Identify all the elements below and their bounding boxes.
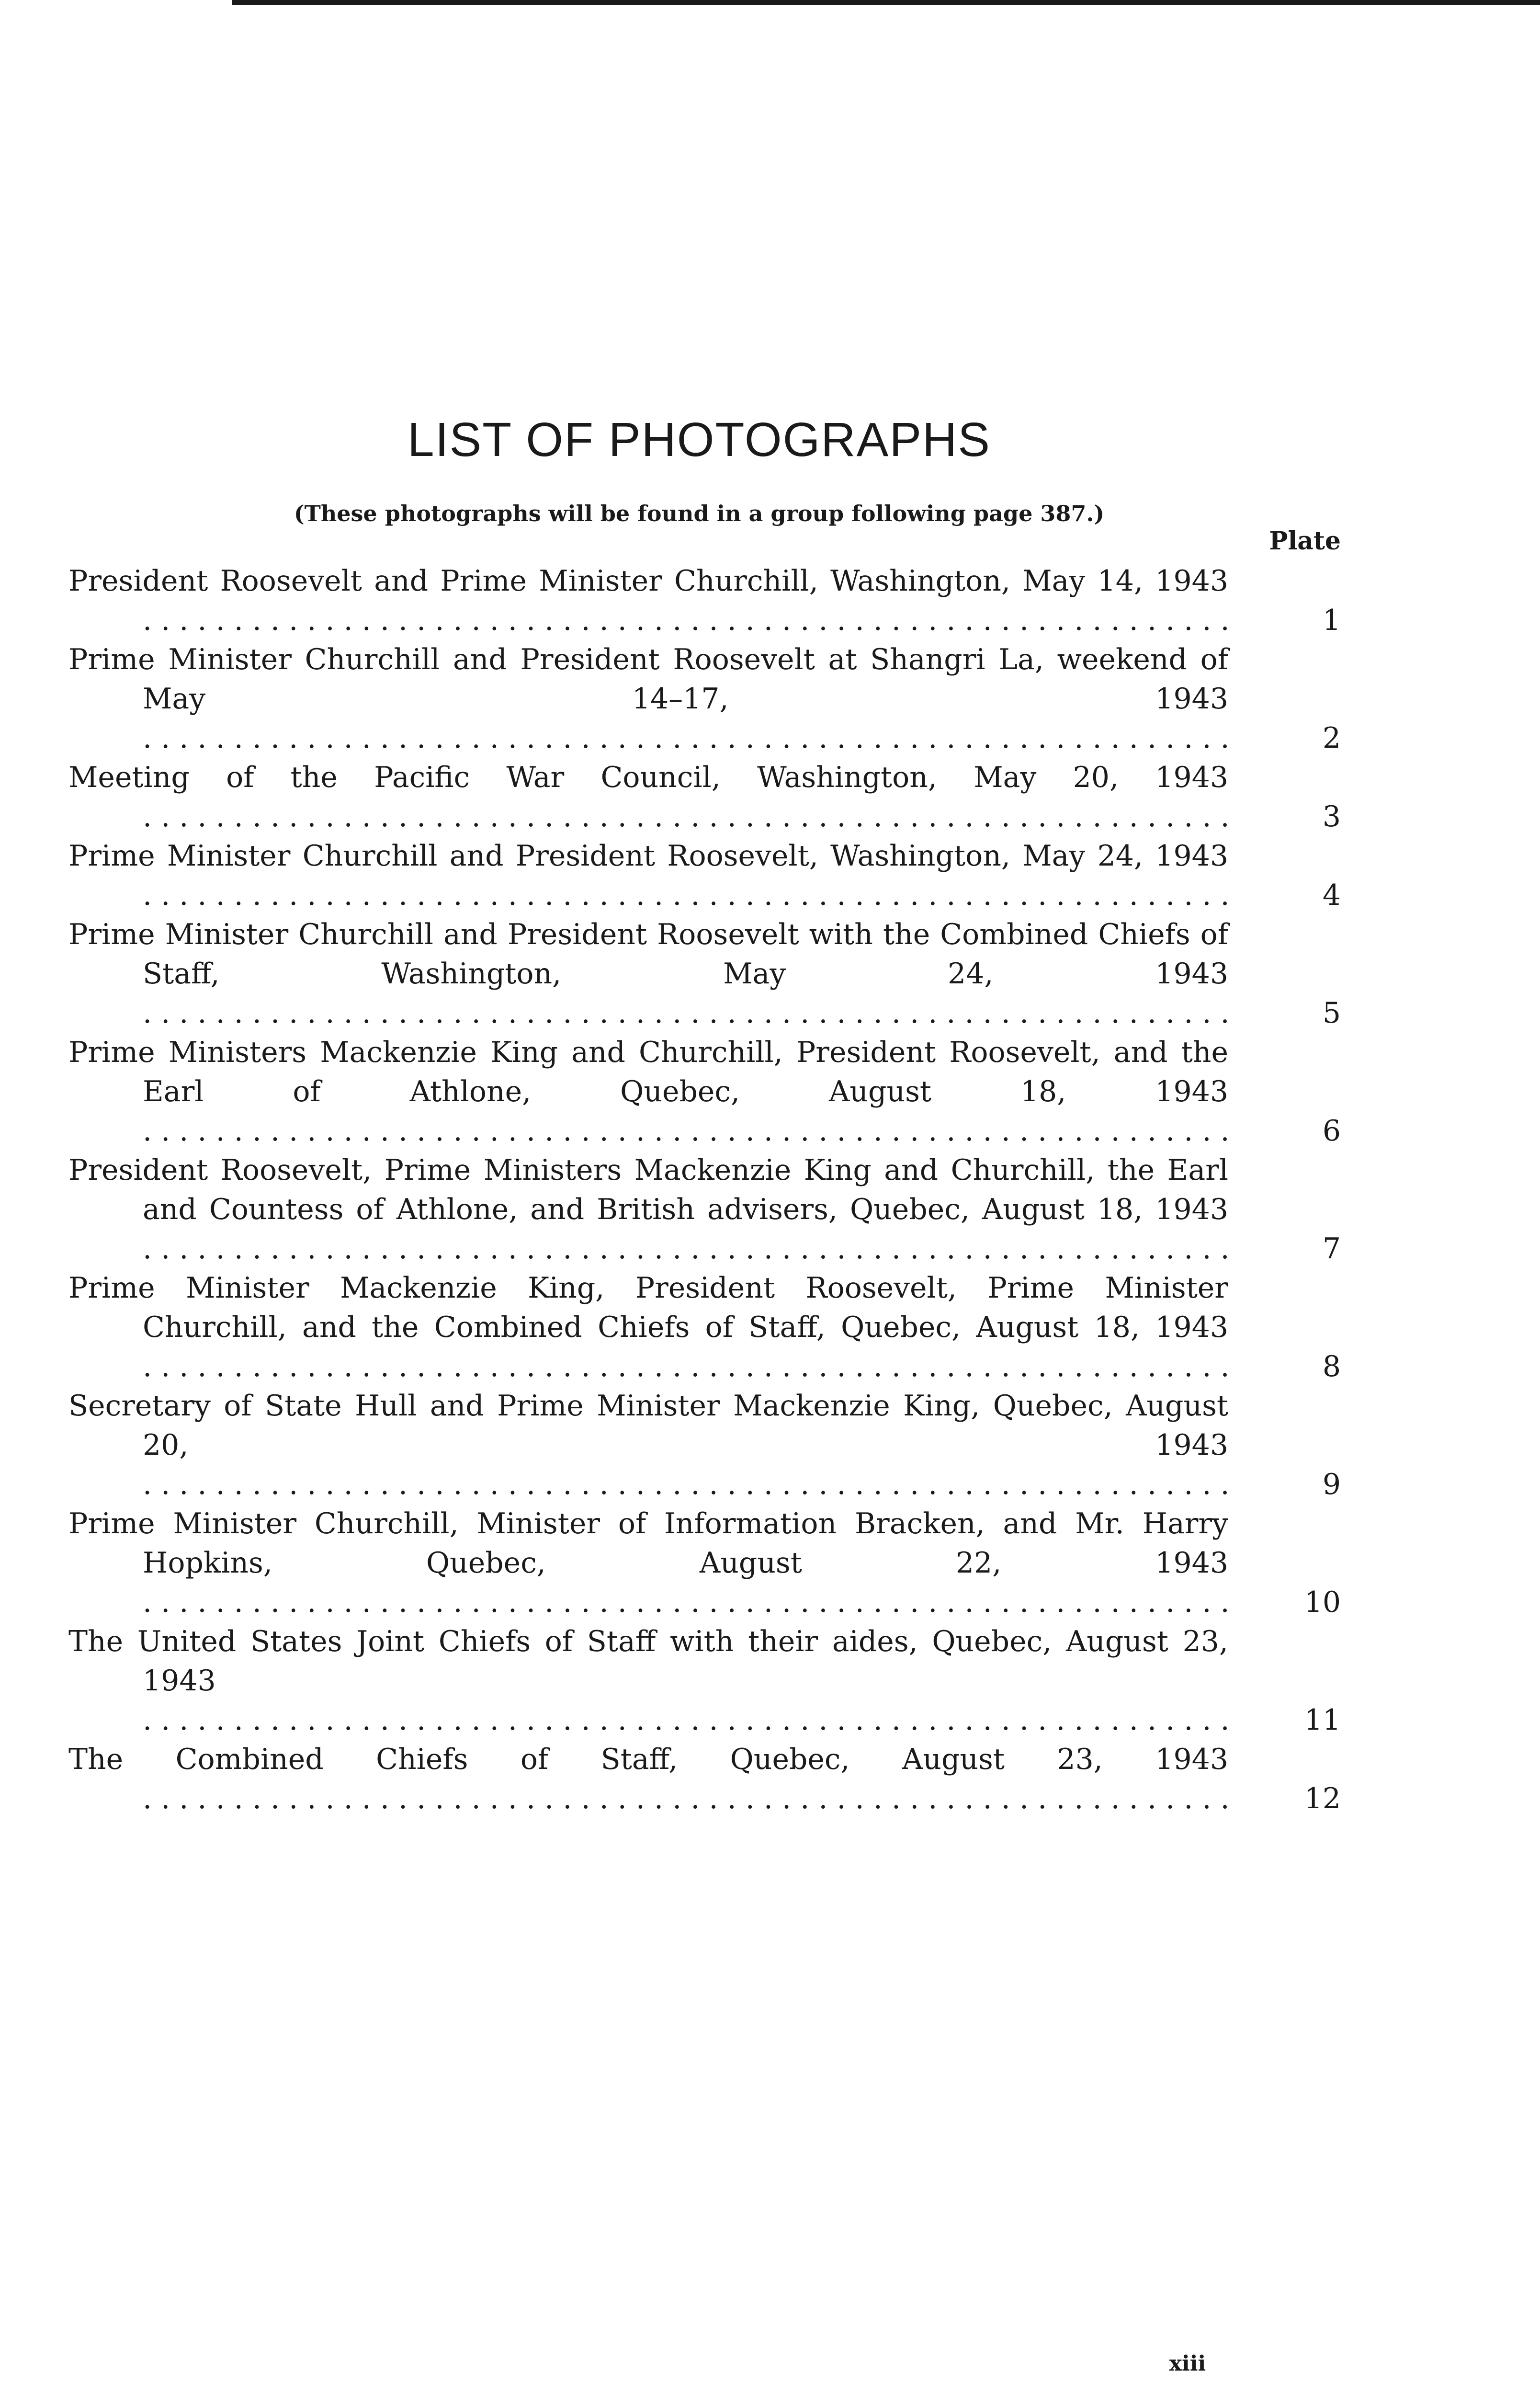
list-item <box>68 561 1341 640</box>
top-rule <box>232 0 1540 5</box>
list-item <box>68 640 1341 758</box>
dot-leader <box>143 1232 1341 1266</box>
dot-leader <box>143 721 1341 755</box>
entry-text: Prime Minister Churchill and President Roosevelt with the Combined Chiefs of Staff, Washington, May 24, 1943 <box>68 918 1228 991</box>
list-item <box>68 915 1341 1033</box>
entry-plate-number: 3 <box>1231 797 1341 836</box>
entry-text: Prime Ministers Mackenzie King and Churchill, President Roosevelt, and the Earl of Athlone, Quebec, August 18, 1943 <box>68 1036 1228 1108</box>
entry-plate-number: 2 <box>1231 718 1341 758</box>
entry-text: Secretary of State Hull and Prime Minister Mackenzie King, Quebec, August 20, 1943 <box>68 1389 1228 1462</box>
entry-plate-number: 9 <box>1231 1465 1341 1504</box>
entry-plate-number: 10 <box>1231 1583 1341 1622</box>
dot-leader <box>143 604 1341 637</box>
dot-leader <box>143 1782 1341 1815</box>
entry-plate-number: 8 <box>1231 1347 1341 1386</box>
entry-plate-number: 11 <box>1231 1700 1341 1740</box>
entry-text: Prime Minister Churchill and President Roosevelt at Shangri La, weekend of May 14–17, 1943 <box>68 643 1228 716</box>
list-item <box>68 758 1341 836</box>
dot-leader <box>143 1703 1341 1737</box>
entry-text: President Roosevelt, Prime Ministers Mackenzie King and Churchill, the Earl and Countess of Athlone, and British advisers, Quebec, August 18, 1943 <box>68 1153 1228 1226</box>
list-item <box>68 1386 1341 1504</box>
dot-leader <box>143 878 1341 912</box>
entry-text: Prime Minister Mackenzie King, President Roosevelt, Prime Minister Churchill, and the Combined Chiefs of Staff, Quebec, August 18, 1943 <box>68 1271 1228 1344</box>
page-subtitle: (These photographs will be found in a group following page 387.) <box>294 501 1105 526</box>
page-folio: xiii <box>1169 2351 1206 2376</box>
dot-leader <box>143 1114 1341 1148</box>
list-item <box>68 1033 1341 1151</box>
list-item <box>68 1268 1341 1386</box>
entry-text: President Roosevelt and Prime Minister Churchill, Washington, May 14, 1943 <box>68 564 1228 598</box>
dot-leader <box>143 1468 1341 1501</box>
entry-plate-number: 7 <box>1231 1229 1341 1268</box>
list-item <box>68 1504 1341 1622</box>
list-item <box>68 1622 1341 1740</box>
entry-plate-number: 6 <box>1231 1111 1341 1151</box>
entry-text: Prime Minister Churchill and President Roosevelt, Washington, May 24, 1943 <box>68 839 1228 873</box>
dot-leader <box>143 996 1341 1030</box>
page-title: LIST OF PHOTOGRAPHS <box>408 413 991 467</box>
list-item <box>68 1151 1341 1268</box>
list-item <box>68 1740 1341 1818</box>
dot-leader <box>143 1585 1341 1619</box>
entry-text: Meeting of the Pacific War Council, Washington, May 20, 1943 <box>68 761 1228 794</box>
entry-text: The United States Joint Chiefs of Staff with their aides, Quebec, August 23, 1943 <box>68 1625 1228 1698</box>
dot-leader <box>143 1350 1341 1383</box>
entry-text: Prime Minister Churchill, Minister of Information Bracken, and Mr. Harry Hopkins, Quebec, August 22, 1943 <box>68 1507 1228 1580</box>
photograph-list <box>68 561 1341 1818</box>
entry-plate-number: 12 <box>1231 1779 1341 1818</box>
dot-leader <box>143 800 1341 833</box>
list-item <box>68 836 1341 915</box>
entry-text: The Combined Chiefs of Staff, Quebec, August 23, 1943 <box>68 1743 1228 1776</box>
entry-plate-number: 4 <box>1231 876 1341 915</box>
entry-plate-number: 5 <box>1231 993 1341 1033</box>
entry-plate-number: 1 <box>1231 601 1341 640</box>
plate-column-heading: Plate <box>1269 526 1341 556</box>
